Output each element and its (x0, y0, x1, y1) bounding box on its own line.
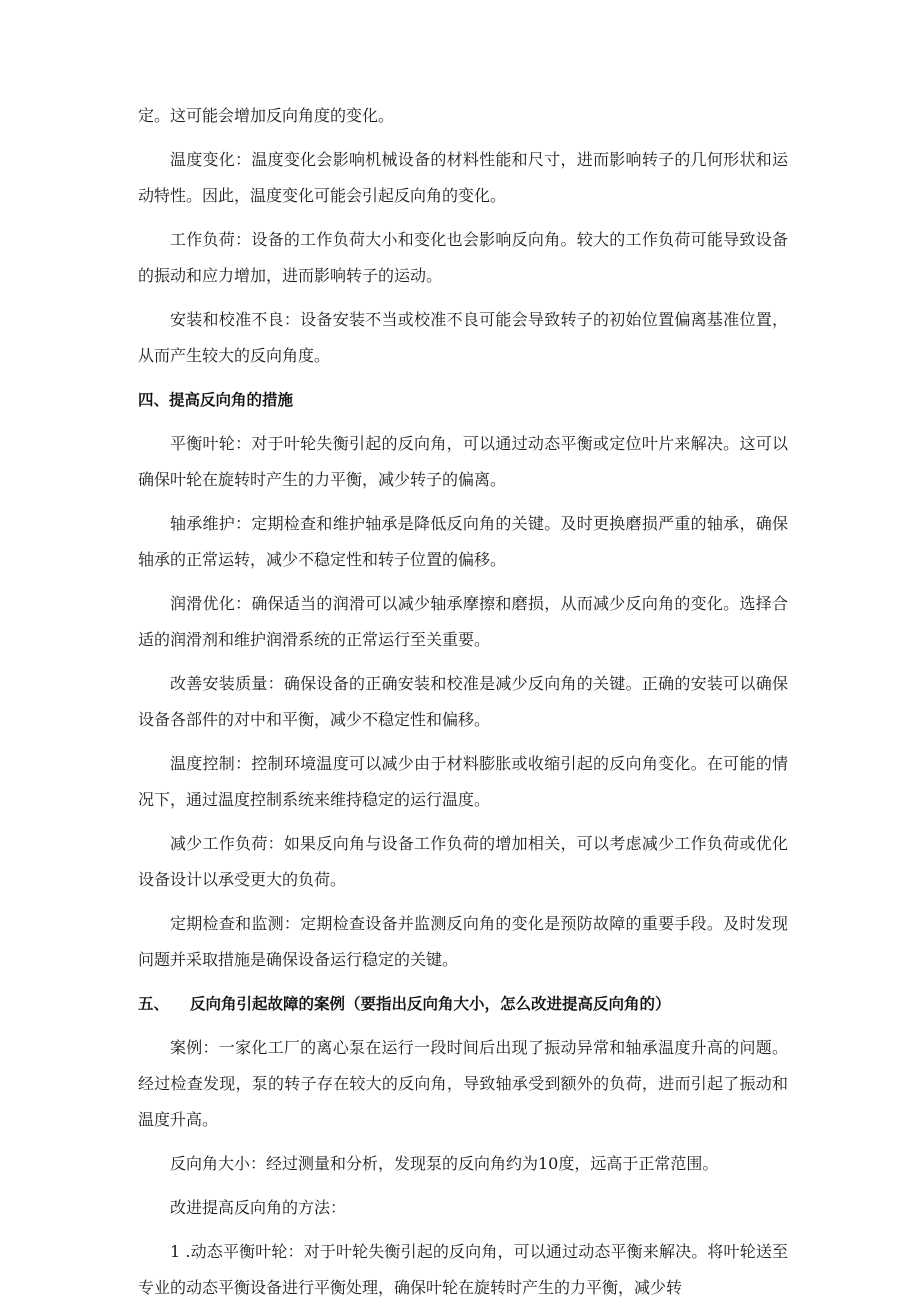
paragraph-balance-impeller: 平衡叶轮：对于叶轮失衡引起的反向角，可以通过动态平衡或定位叶片来解决。这可以确保叶轮在旋转时产生的力平衡，减少转子的偏离。 (138, 434, 788, 489)
paragraph-temperature-control: 温度控制：控制环境温度可以减少由于材料膨胀或收缩引起的反向角变化。在可能的情况下，通过温度控制系统来维持稳定的运行温度。 (138, 754, 788, 809)
paragraph-inspection: 定期检查和监测：定期检查设备并监测反向角的变化是预防故障的重要手段。及时发现问题并采取措施是确保设备运行稳定的关键。 (138, 914, 788, 969)
section-heading-5-text: 反向角引起故障的案例（要指出反向角大小，怎么改进提高反向角的） (190, 995, 671, 1013)
paragraph-reduce-workload: 减少工作负荷：如果反向角与设备工作负荷的增加相关，可以考虑减少工作负荷或优化设备设计以承受更大的负荷。 (138, 834, 788, 889)
section-heading-4: 四、提高反向角的措施 (138, 391, 294, 409)
section-heading-5 (138, 986, 788, 1022)
document-body (138, 98, 788, 1306)
paragraph-angle-size: 反向角大小：经过测量和分析，发现泵的反向角约为10度，远高于正常范围。 (170, 1154, 719, 1173)
paragraph-continuation: 定。这可能会增加反向角度的变化。 (138, 106, 395, 125)
paragraph-installation: 安装和校准不良：设备安装不当或校准不良可能会导致转子的初始位置偏离基准位置，从而产生较大的反向角度。 (138, 310, 788, 365)
paragraph-dynamic-balance: 1 .动态平衡叶轮：对于叶轮失衡引起的反向角，可以通过动态平衡来解决。将叶轮送至专业的动态平衡设备进行平衡处理，确保叶轮在旋转时产生的力平衡，减少转 (138, 1242, 788, 1297)
paragraph-case: 案例：一家化工厂的离心泵在运行一段时间后出现了振动异常和轴承温度升高的问题。经过检查发现，泵的转子存在较大的反向角，导致轴承受到额外的负荷，进而引起了振动和温度升高。 (138, 1038, 788, 1129)
paragraph-lubrication: 润滑优化：确保适当的润滑可以减少轴承摩擦和磨损，从而减少反向角的变化。选择合适的润滑剂和维护润滑系统的正常运行至关重要。 (138, 594, 788, 649)
paragraph-workload: 工作负荷：设备的工作负荷大小和变化也会影响反向角。较大的工作负荷可能导致设备的振动和应力增加，进而影响转子的运动。 (138, 230, 788, 285)
paragraph-installation-quality: 改善安装质量：确保设备的正确安装和校准是减少反向角的关键。正确的安装可以确保设备各部件的对中和平衡，减少不稳定性和偏移。 (138, 674, 788, 729)
paragraph-bearing-maintenance: 轴承维护：定期检查和维护轴承是降低反向角的关键。及时更换磨损严重的轴承，确保轴承的正常运转，减少不稳定性和转子位置的偏移。 (138, 514, 788, 569)
paragraph-temperature-change: 温度变化：温度变化会影响机械设备的材料性能和尺寸，进而影响转子的几何形状和运动特性。因此，温度变化可能会引起反向角的变化。 (138, 150, 788, 205)
section-heading-5-number: 五、 (138, 995, 170, 1013)
paragraph-improvement-methods: 改进提高反向角的方法： (170, 1198, 347, 1217)
